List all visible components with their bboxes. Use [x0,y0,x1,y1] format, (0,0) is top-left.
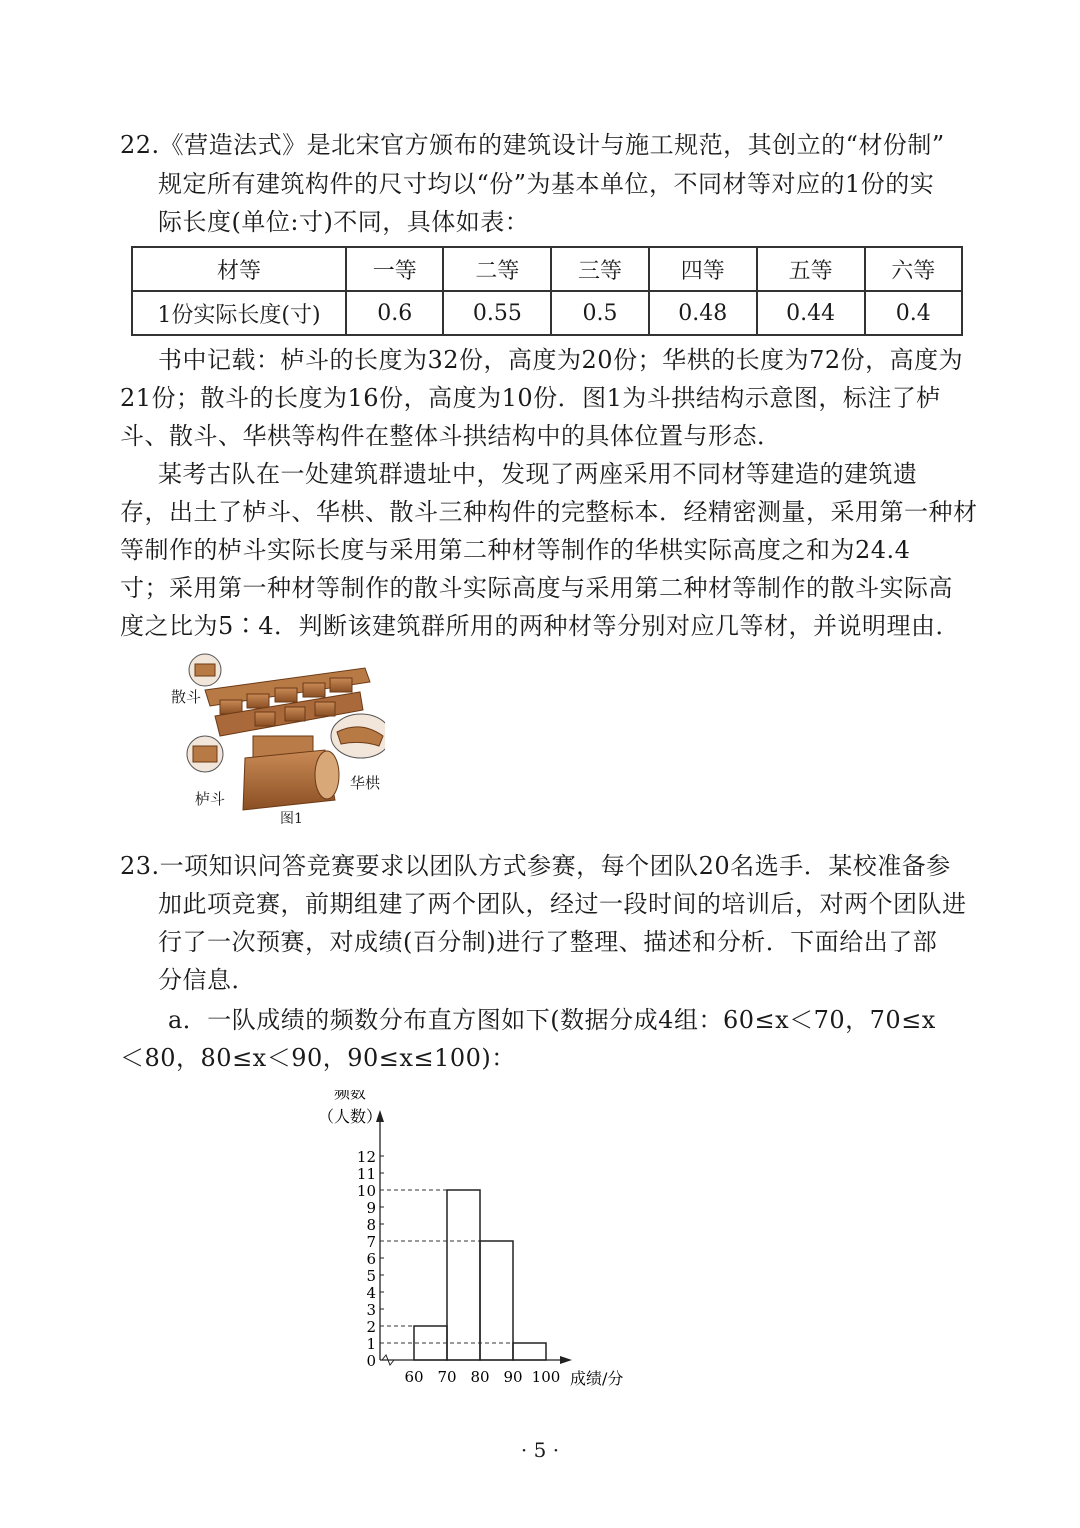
histogram-bar [447,1190,480,1360]
histogram-bar [480,1241,513,1360]
y-tick-label: 1 [366,1335,376,1353]
table-header-row [132,247,962,291]
q23-line-4: 分信息． [158,966,256,994]
y-tick-label: 9 [366,1199,376,1217]
q23-line-3: 行了一次预赛，对成绩(百分制)进行了整理、描述和分析．下面给出了部 [158,928,938,956]
q22-para3-line-1: 某考古队在一处建筑群遗址中，发现了两座采用不同材等建造的建筑遗 [158,460,918,488]
x-tick-label: 70 [437,1368,457,1386]
table-cell: 1份实际长度(寸) [132,291,346,335]
label-ludou: 栌斗 [195,790,226,808]
table-cell: 0.55 [443,291,551,335]
y-axis-label-unit: （人数） [317,1107,383,1126]
q22-para2-line-3: 斗、散斗、华栱等构件在整体斗拱结构中的具体位置与形态． [120,422,782,450]
q22-line-2: 规定所有建筑构件的尺寸均以“份”为基本单位，不同材等对应的1份的实 [158,170,935,198]
histogram-svg [300,1090,660,1400]
table-cell: 六等 [865,247,962,291]
y-tick-label: 12 [356,1148,376,1166]
dougong-figure [165,650,385,830]
q22-para3-line-2: 存，出土了栌斗、华栱、散斗三种构件的完整标本．经精密测量，采用第一种材 [120,498,978,526]
table-cell: 0.5 [551,291,648,335]
y-axis-label: 频数 [333,1090,367,1102]
y-tick-label: 4 [366,1284,376,1302]
x-tick-label: 80 [470,1368,490,1386]
table-cell: 四等 [649,247,757,291]
q22-para3-line-5: 度之比为5∶4．判断该建筑群所用的两种材等分别对应几等材，并说明理由． [120,612,961,640]
y-tick-label: 10 [356,1182,376,1200]
q23-line-2: 加此项竞赛，前期组建了两个团队，经过一段时间的培训后，对两个团队进 [158,890,967,918]
q22-para2-line-1: 书中记载：栌斗的长度为32份，高度为20份；华栱的长度为72份，高度为 [158,346,964,374]
q22-para2-line-2: 21份；散斗的长度为16份，高度为10份．图1为斗拱结构示意图，标注了栌 [120,384,941,412]
q23-line-1: 23.一项知识问答竞赛要求以团队方式参赛，每个团队20名选手．某校准备参 [120,852,951,880]
table-cell: 二等 [443,247,551,291]
x-axis-arrow [560,1356,572,1364]
q22-para3-line-3: 等制作的栌斗实际长度与采用第二种材等制作的华栱实际高度之和为24.4 [120,536,911,564]
figure-caption: 图1 [280,811,303,827]
table-cell: 0.44 [757,291,865,335]
cai-deng-table [131,246,963,336]
x-axis-label: 成绩/分 [570,1369,624,1388]
y-tick-label: 0 [366,1352,376,1370]
q22-line-1: 22.《营造法式》是北宋官方颁布的建筑设计与施工规范，其创立的“材份制” [120,131,945,159]
histogram-bar [513,1343,546,1360]
table-row [132,291,962,335]
y-tick-label: 2 [366,1318,376,1336]
x-tick-label: 60 [404,1368,424,1386]
table-cell: 一等 [346,247,443,291]
table-cell: 材等 [132,247,346,291]
table-cell: 0.6 [346,291,443,335]
y-tick-label: 8 [366,1216,376,1234]
y-tick-label: 7 [366,1233,376,1251]
y-tick-label: 6 [366,1250,376,1268]
table-cell: 三等 [551,247,648,291]
page-number: · 5 · [520,1438,560,1462]
y-tick-label: 11 [356,1165,376,1183]
y-tick-label: 5 [366,1267,376,1285]
table-cell: 0.48 [649,291,757,335]
label-sandou: 散斗 [171,688,202,706]
x-tick-label: 90 [503,1368,523,1386]
q23-part-a-line-2: ＜80，80≤x＜90，90≤x≤100)： [120,1044,516,1072]
table-cell: 五等 [757,247,865,291]
label-huagong: 华栱 [350,774,381,792]
q23-part-a-line-1: a．一队成绩的频数分布直方图如下(数据分成4组：60≤x＜70，70≤x [168,1006,936,1034]
y-tick-label: 3 [366,1301,376,1319]
frequency-histogram [300,1090,660,1400]
x-tick-label: 100 [531,1368,561,1386]
q22-para3-line-4: 寸；采用第一种材等制作的散斗实际高度与采用第二种材等制作的散斗实际高 [120,574,953,602]
q22-line-3: 际长度(单位:寸)不同，具体如表： [158,208,530,236]
table-cell: 0.4 [865,291,962,335]
